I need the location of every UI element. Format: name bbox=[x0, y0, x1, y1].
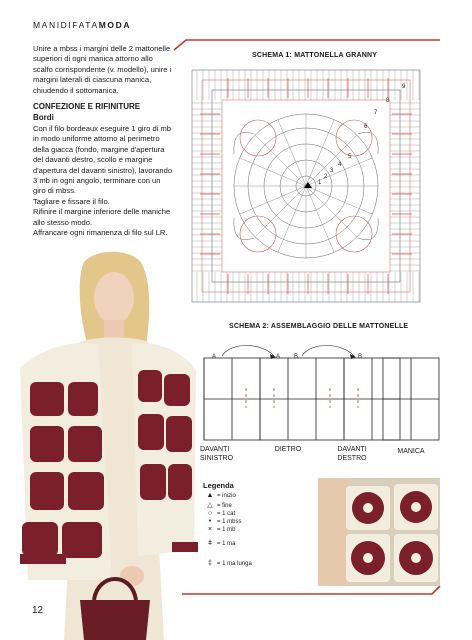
round-number: 3 bbox=[330, 168, 334, 174]
brand-suffix: MODA bbox=[98, 20, 132, 30]
instruction-paragraph: Rifinire il margine inferiore delle maniche allo stesso modo. bbox=[33, 207, 171, 227]
filled-triangle-icon: ▲ bbox=[206, 492, 214, 499]
marker-a-right: A bbox=[276, 354, 281, 360]
label-dietro: DIETRO bbox=[274, 446, 302, 453]
open-circle-icon: ○ bbox=[207, 510, 213, 517]
granny-square-chart bbox=[188, 64, 424, 308]
schema2-title: SCHEMA 2: ASSEMBLAGGIO DELLE MATTONELLE bbox=[229, 323, 409, 330]
instruction-paragraph: Con il filo bordeaux eseguire 1 giro di mb in modo uniforme attorno al perimetro della giacca (fondo, margine d'apertura del davanti destro, scollo e margine d'apertura del davanti sinistro), lavorando 3 mb in ogni angolo, terminare con un giro di mbss. bbox=[33, 124, 173, 196]
intro-text-block bbox=[33, 44, 173, 96]
round-number: 4 bbox=[338, 162, 342, 168]
round-number: 5 bbox=[348, 154, 352, 160]
instructions-block bbox=[33, 124, 175, 238]
section-subtitle: Bordi bbox=[33, 113, 54, 122]
magazine-header bbox=[33, 20, 131, 30]
instruction-paragraph: Tagliare e fissare il filo. bbox=[33, 196, 110, 206]
label-davanti-destro: DAVANTI DESTRO bbox=[337, 446, 367, 462]
marker-b-right: B bbox=[358, 354, 363, 360]
marker-b-left: B bbox=[294, 354, 299, 360]
label-manica: MANICA bbox=[397, 448, 425, 455]
page-number: 12 bbox=[32, 605, 44, 616]
round-number: 7 bbox=[374, 110, 378, 116]
legend-item: ‡ = 1 ma lunga bbox=[203, 560, 293, 572]
bottom-accent-line bbox=[180, 584, 442, 598]
dot-icon: • bbox=[208, 518, 212, 525]
treble-icon: ǂ bbox=[207, 540, 213, 547]
section-title: CONFEZIONE E RIFINITURE bbox=[33, 102, 141, 111]
legend-title: Legenda bbox=[203, 481, 234, 490]
legend-item: × = 1 mb bbox=[203, 526, 293, 540]
legend-item: △ = fine bbox=[203, 501, 293, 510]
schema1-title: SCHEMA 1: MATTONELLA GRANNY bbox=[252, 52, 378, 59]
model-photo bbox=[14, 250, 200, 640]
marker-a-left: A bbox=[212, 354, 217, 360]
detail-photo bbox=[318, 478, 440, 586]
sleeve-diagram bbox=[382, 357, 440, 443]
round-number: 6 bbox=[364, 124, 368, 130]
outline-triangle-icon: △ bbox=[207, 502, 213, 509]
intro-paragraph: Unire a mbss i margini delle 2 mattonelle superiori di ogni manica attorno allo scalfo corrispondente (v. modello), unire i margini laterali di ciascuna manica, chiudendo il sottomanica. bbox=[33, 44, 172, 95]
long-treble-icon: ‡ bbox=[208, 560, 212, 567]
round-number: 9 bbox=[402, 84, 406, 90]
cross-icon: × bbox=[207, 526, 213, 533]
round-number: 1 bbox=[318, 180, 322, 186]
top-accent-line bbox=[172, 38, 442, 52]
legend-list bbox=[203, 492, 293, 572]
label-davanti-sinistro: DAVANTI SINISTRO bbox=[200, 446, 234, 462]
legend-item: ǂ = 1 ma bbox=[203, 540, 293, 560]
brand-prefix: MANIDIFATA bbox=[33, 20, 99, 30]
legend-item: • = 1 mbss bbox=[203, 518, 293, 526]
instruction-paragraph: Affrancare ogni rimanenza di filo sul LR. bbox=[33, 228, 168, 238]
legend-item: ○ = 1 cat bbox=[203, 510, 293, 518]
legend-item: ▲ = inizio bbox=[203, 492, 293, 501]
round-number: 8 bbox=[386, 98, 390, 104]
round-number: 2 bbox=[324, 174, 328, 180]
